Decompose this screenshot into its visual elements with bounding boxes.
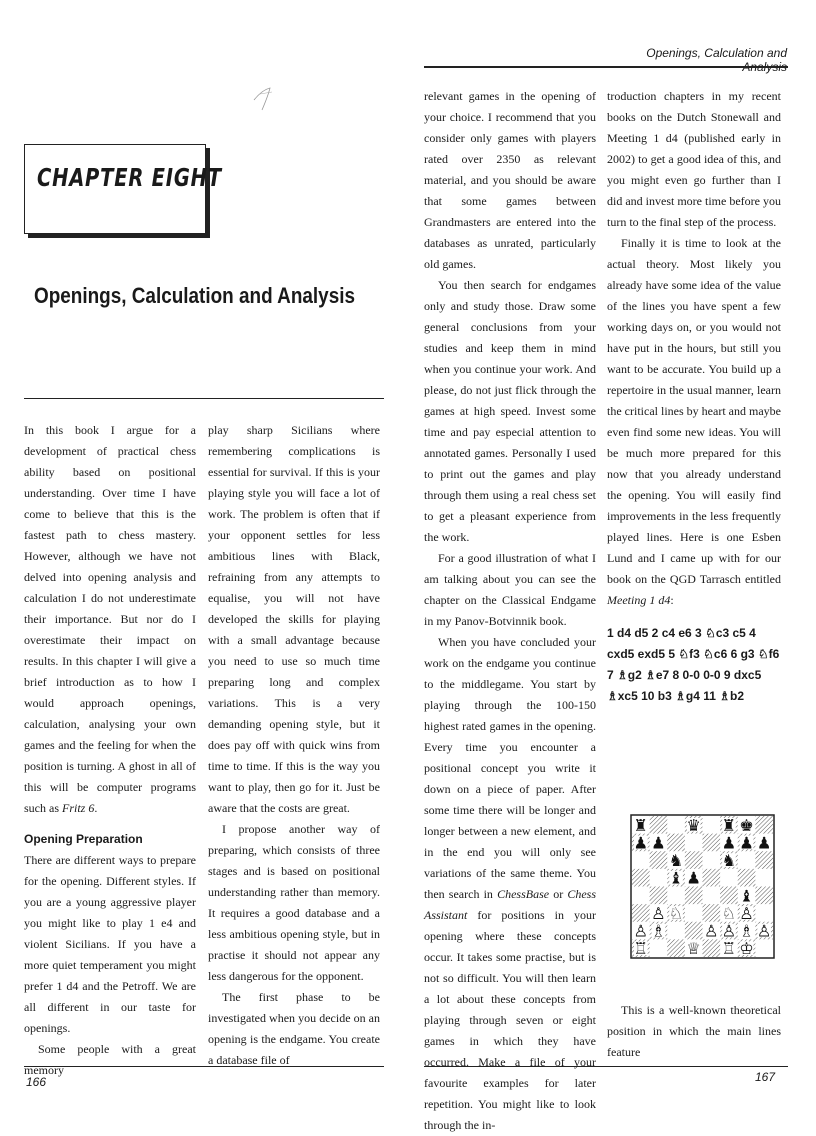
chapter-label: CHAPTER EIGHT — [37, 163, 222, 192]
chess-piece-b2: ♗ — [651, 921, 666, 941]
chess-piece-a8: ♜ — [633, 815, 649, 835]
dark-square — [650, 887, 668, 905]
chess-piece-b7: ♟ — [651, 833, 666, 853]
footer-rule-right — [424, 1066, 788, 1067]
paragraph: In this book I argue for a development of practical chess ability based on positional understanding. Over time I have come to believe that this is the fastest path to chess mastery. However, although we have not delved into opening analysis and calculation I do not underestimate their importance. But nor do I overestimate their impact on results. In this chapter I will give a brief introduction as to how I would approach openings, calculation, analysing your own games and the feeling for when the position is turning. A ghost in all of this will be computer programs such as Fritz 6. — [24, 423, 196, 815]
chapter-box — [24, 144, 222, 234]
dark-square — [703, 939, 721, 957]
dark-square — [685, 851, 703, 869]
chess-piece-f8: ♜ — [721, 815, 737, 835]
move-list: 1 d4 d5 2 c4 e6 3 ♘c3 c5 4 cxd5 exd5 5 ♘f3 ♘c6 6 g3 ♘f6 7 ♗g2 ♗e7 8 0-0 0-0 9 dxc5 ♗xc5 10 b3 ♗g4 11 ♗b2 — [607, 626, 780, 703]
column-2 — [208, 420, 380, 1071]
dark-square — [632, 869, 650, 887]
paragraph: play sharp Sicilians where remembering complications is essential for survival. If this is your playing style you will face a lot of work. The problem is often that if your opponent settles for less ambitious lines with Black, refraining from any attempts to equalise, you will not have developed the skills for playing with a small advantage because you need to use so much time preparing long and complex variations. This is a very demanding opening style, but it does pay off with quick wins from time to time. If this is the way you want to play, then go for it. Just be aware that the costs are great. — [208, 423, 380, 815]
dark-square — [667, 939, 685, 957]
section-heading: Opening Preparation — [24, 832, 143, 846]
paragraph: There are different ways to prepare for the opening. Different styles. If you are a young aggressive player you might like to play 1 e4 and violent Sicilians. If you have a more quiet temperament you might prefer 1 d4 and the Petroff. We are all different in our taste for openings. — [24, 853, 196, 1035]
chess-piece-g3: ♙ — [739, 903, 754, 923]
chess-piece-c6: ♞ — [668, 851, 684, 871]
paragraph: Some people with a great memory — [24, 1042, 196, 1077]
paragraph: relevant games in the opening of your choice. I recommend that you consider only games with players rated over 2350 as relevant material, and you should be aware that some games between Grandmasters are entered into the databases as unrated, particularly old games. — [424, 89, 596, 271]
chapter-title: Openings, Calculation and Analysis — [34, 283, 356, 308]
paragraph: troduction chapters in my recent books on the Dutch Stonewall and Meeting 1 d4 (published early in 2002) to get a good idea of this, and you might even go further than I did and invest more time before you turn to the final step of the process. — [607, 89, 781, 229]
dark-square — [703, 869, 721, 887]
chess-diagram — [630, 814, 775, 959]
pencil-mark-icon — [250, 86, 280, 112]
chess-piece-f7: ♟ — [721, 833, 737, 853]
chess-piece-c3: ♘ — [668, 903, 684, 923]
page-number-left: 166 — [26, 1075, 47, 1089]
footer-rule-left — [24, 1066, 384, 1067]
paragraph: The first phase to be investigated when you decide on an opening is the endgame. You create a database file of — [208, 990, 380, 1067]
chess-piece-a7: ♟ — [633, 833, 649, 853]
dark-square — [720, 887, 738, 905]
chess-piece-g4: ♝ — [739, 886, 754, 906]
dark-square — [650, 816, 668, 834]
paragraph: This is a well-known theoretical position in which the main lines feature — [607, 1003, 781, 1059]
chess-piece-f3: ♘ — [721, 903, 737, 923]
chess-piece-e2: ♙ — [704, 921, 719, 941]
chess-piece-h2: ♙ — [756, 921, 772, 941]
chess-piece-c5: ♝ — [668, 868, 684, 888]
chess-piece-g2: ♗ — [739, 921, 754, 941]
chess-board — [630, 814, 775, 959]
chess-piece-d1: ♕ — [686, 939, 701, 959]
chess-piece-a1: ♖ — [633, 939, 649, 959]
dark-square — [685, 922, 703, 940]
dark-square — [667, 834, 685, 852]
chess-piece-g7: ♟ — [739, 833, 754, 853]
dark-square — [703, 904, 721, 922]
dark-square — [703, 834, 721, 852]
dark-square — [755, 887, 773, 905]
dark-square — [632, 904, 650, 922]
chess-piece-f1: ♖ — [721, 939, 737, 959]
header-rule — [424, 66, 788, 68]
paragraph: When you have concluded your work on the endgame you continue to the middlegame. You start by playing through the 100-150 highest rated games in the opening. Every time you encounter a positional concept you write it down on a piece of paper. After some time there will be longer and longer between a new element, and in the end you will only see variations of the same theme. You then search in ChessBase or Chess Assistant for positions in your opening where these concepts occur. It takes some practise, but is not so difficult. You will then learn a lot about these concepts from playing through seven or eight games in which they have occurred. Make a file of your favourite examples for later repetition. You might like to look through the in- — [424, 635, 597, 1132]
column-4-bottom — [607, 1000, 781, 1063]
paragraph: For a good illustration of what I am talking about you can see the chapter on the Classical Endgame in my Panov-Botvinnik book. — [424, 551, 596, 628]
page-number-right: 167 — [755, 1070, 776, 1084]
paragraph: I propose another way of preparing, which consists of three stages and is based on positional understanding rather than memory. It requires a good database and a less ambitious opening style, but in practise it should not appear any less dangerous for the opponent. — [208, 822, 380, 983]
column-4 — [607, 86, 781, 707]
chess-piece-f6: ♞ — [721, 851, 737, 871]
paragraph: Finally it is time to look at the actual theory. Most likely you already have some idea of the value of the lines you have spent a few working days on, or you would not have put in the hours, but still you want to be accurate. You build up a repertoire in the usual manner, learn the critical lines by heart and maybe even find some new ideas. You will be much more prepared for this now that you already understand the opening. You will easily find improvements in the less frequently played lines. Here is one Esben Lund and I came up with for our book on the QGD Tarrasch entitled Meeting 1 d4: — [607, 236, 781, 607]
dark-square — [755, 816, 773, 834]
dark-square — [738, 869, 756, 887]
dark-square — [650, 851, 668, 869]
chess-piece-b3: ♙ — [651, 903, 666, 923]
chess-piece-h7: ♟ — [756, 833, 772, 853]
chess-piece-d5: ♟ — [686, 868, 701, 888]
title-rule — [24, 398, 384, 399]
chess-piece-g8: ♚ — [739, 815, 754, 835]
chess-piece-d8: ♛ — [686, 815, 701, 835]
paragraph: You then search for endgames only and study those. Draw some general conclusions from your studies and keep them in mind when you continue your work. And please, do not just flick through the games at high speed. Invest some time and pay especial attention to annotated games. Personally I used to print out the games and play through them using a real chess set to get a pleasant experience from the work. — [424, 278, 596, 544]
column-3 — [424, 86, 596, 1136]
running-header: Openings, Calculation and Analysis — [646, 46, 787, 74]
column-1 — [24, 420, 196, 1081]
dark-square — [755, 851, 773, 869]
chess-piece-f2: ♙ — [721, 921, 737, 941]
chess-piece-a2: ♙ — [633, 921, 649, 941]
dark-square — [685, 887, 703, 905]
chess-piece-g1: ♔ — [739, 939, 754, 959]
